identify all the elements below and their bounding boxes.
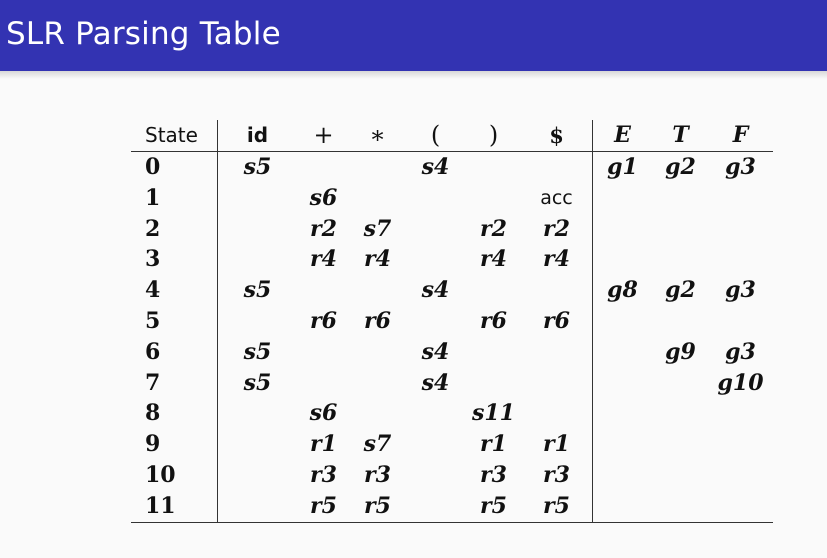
- cell-T: g2: [665, 154, 696, 180]
- cell-star: s7: [363, 215, 392, 242]
- cell-id: [217, 491, 298, 522]
- cell-E: [592, 491, 653, 522]
- cell-T: [653, 429, 709, 460]
- cell-star: s7: [363, 431, 392, 458]
- cell-T: [653, 244, 709, 275]
- cell-state: 6: [131, 337, 217, 368]
- cell-E: [592, 214, 653, 245]
- table-row: [131, 429, 773, 460]
- cell-id: s5: [243, 277, 272, 304]
- table-body: [131, 152, 773, 523]
- table-row: [131, 491, 773, 522]
- cell-F: [709, 429, 773, 460]
- cell-F: [709, 491, 773, 522]
- title-bar: [0, 0, 827, 71]
- cell-plus: r1: [310, 431, 337, 458]
- cell-lparen: [406, 183, 466, 214]
- table-header-row: [131, 120, 773, 152]
- table-row: [131, 306, 773, 337]
- cell-plus: r4: [310, 246, 337, 273]
- cell-dollar: [522, 337, 593, 368]
- title-bar-shadow: [0, 71, 827, 79]
- cell-F: g10: [717, 369, 764, 396]
- cell-T: [653, 306, 709, 337]
- cell-E: [592, 244, 653, 275]
- cell-star: r5: [350, 491, 406, 522]
- cell-plus: [298, 152, 350, 183]
- cell-lparen: [406, 398, 466, 429]
- cell-dollar: [522, 152, 593, 183]
- header-plus: +: [298, 120, 350, 152]
- cell-id: s5: [243, 369, 272, 396]
- cell-F: [709, 214, 773, 245]
- cell-id: s5: [243, 154, 272, 180]
- cell-T: g2: [665, 277, 696, 304]
- cell-dollar: [522, 398, 593, 429]
- cell-state: 8: [131, 398, 217, 429]
- cell-F: g3: [725, 154, 756, 180]
- cell-star: [350, 152, 406, 183]
- cell-id: [217, 460, 298, 491]
- cell-E: [592, 429, 653, 460]
- cell-star: [350, 275, 406, 306]
- cell-plus: r3: [310, 461, 337, 488]
- table-row: [131, 214, 773, 245]
- cell-T: [653, 398, 709, 429]
- cell-state: 1: [131, 183, 217, 214]
- cell-dollar: r6: [522, 306, 593, 337]
- cell-lparen: s4: [421, 277, 450, 304]
- cell-rparen: r1: [480, 431, 507, 458]
- header-E: E: [592, 120, 653, 152]
- slide-title: SLR Parsing Table: [6, 15, 281, 52]
- cell-star: [350, 368, 406, 399]
- cell-F: [709, 183, 773, 214]
- cell-star: [350, 337, 406, 368]
- cell-rparen: [466, 183, 522, 214]
- cell-dollar: r2: [522, 214, 593, 245]
- header-T: T: [653, 120, 709, 152]
- cell-rparen: [466, 368, 522, 399]
- cell-plus: r6: [310, 307, 337, 334]
- table-row: [131, 244, 773, 275]
- cell-plus: r2: [310, 215, 337, 242]
- table-row: [131, 398, 773, 429]
- cell-plus: [298, 337, 350, 368]
- cell-rparen: r3: [480, 461, 507, 488]
- cell-star: r6: [364, 307, 391, 334]
- cell-T: [653, 368, 709, 399]
- cell-plus: s6: [309, 184, 338, 211]
- cell-E: [592, 183, 653, 214]
- cell-plus: r5: [298, 491, 350, 522]
- header-rparen: ): [466, 120, 522, 152]
- cell-id: [217, 244, 298, 275]
- cell-id: [217, 398, 298, 429]
- cell-F: [709, 398, 773, 429]
- table-row: [131, 368, 773, 399]
- cell-rparen: r5: [466, 491, 522, 522]
- header-star: ∗: [350, 120, 406, 152]
- cell-state: 2: [131, 214, 217, 245]
- cell-state: 10: [131, 460, 217, 491]
- cell-lparen: [406, 244, 466, 275]
- header-id: id: [217, 120, 298, 152]
- cell-rparen: r2: [480, 215, 507, 242]
- header-dollar: $: [522, 120, 593, 152]
- cell-rparen: s11: [471, 400, 515, 427]
- table-row: [131, 337, 773, 368]
- cell-E: g8: [607, 277, 638, 304]
- cell-dollar: acc: [522, 183, 593, 214]
- cell-E: [592, 337, 653, 368]
- slr-parsing-table: [131, 120, 773, 523]
- cell-state: 11: [131, 491, 217, 522]
- cell-dollar: [522, 275, 593, 306]
- table-row: [131, 152, 773, 183]
- cell-F: g3: [725, 277, 756, 304]
- cell-lparen: [406, 429, 466, 460]
- cell-state: 9: [131, 429, 217, 460]
- cell-plus: [298, 275, 350, 306]
- cell-id: s5: [243, 338, 272, 365]
- cell-state: 3: [131, 244, 217, 275]
- cell-dollar: r4: [522, 244, 593, 275]
- cell-lparen: s4: [421, 369, 450, 396]
- cell-rparen: [466, 275, 522, 306]
- cell-state: 7: [131, 368, 217, 399]
- cell-rparen: r4: [480, 246, 507, 273]
- cell-lparen: [406, 460, 466, 491]
- cell-E: [592, 398, 653, 429]
- table-row: [131, 275, 773, 306]
- cell-star: [350, 398, 406, 429]
- cell-lparen: [406, 491, 466, 522]
- cell-dollar: r5: [522, 491, 593, 522]
- cell-id: [217, 183, 298, 214]
- cell-star: r3: [364, 461, 391, 488]
- header-state: State: [131, 120, 217, 152]
- cell-T: [653, 460, 709, 491]
- cell-id: [217, 214, 298, 245]
- cell-T: [653, 183, 709, 214]
- cell-lparen: [406, 306, 466, 337]
- cell-plus: s6: [309, 400, 338, 427]
- header-F: F: [709, 120, 773, 152]
- cell-E: [592, 306, 653, 337]
- cell-rparen: [466, 152, 522, 183]
- cell-dollar: r3: [522, 460, 593, 491]
- cell-F: [709, 460, 773, 491]
- cell-dollar: [522, 368, 593, 399]
- cell-F: g3: [725, 338, 756, 365]
- cell-lparen: s4: [421, 154, 450, 180]
- cell-T: g9: [665, 338, 696, 365]
- cell-rparen: [466, 337, 522, 368]
- cell-T: [653, 214, 709, 245]
- cell-lparen: s4: [421, 338, 450, 365]
- cell-state: 0: [131, 152, 217, 183]
- cell-E: [592, 368, 653, 399]
- cell-id: [217, 306, 298, 337]
- cell-state: 4: [131, 275, 217, 306]
- cell-F: [709, 244, 773, 275]
- cell-E: [592, 460, 653, 491]
- cell-state: 5: [131, 306, 217, 337]
- cell-star: [350, 183, 406, 214]
- cell-dollar: r1: [522, 429, 593, 460]
- cell-T: [653, 491, 709, 522]
- cell-star: r4: [364, 246, 391, 273]
- cell-E: g1: [607, 154, 638, 180]
- table-row: [131, 460, 773, 491]
- cell-id: [217, 429, 298, 460]
- cell-lparen: [406, 214, 466, 245]
- cell-rparen: r6: [480, 307, 507, 334]
- cell-plus: [298, 368, 350, 399]
- header-lparen: (: [406, 120, 466, 152]
- table-row: [131, 183, 773, 214]
- cell-F: [709, 306, 773, 337]
